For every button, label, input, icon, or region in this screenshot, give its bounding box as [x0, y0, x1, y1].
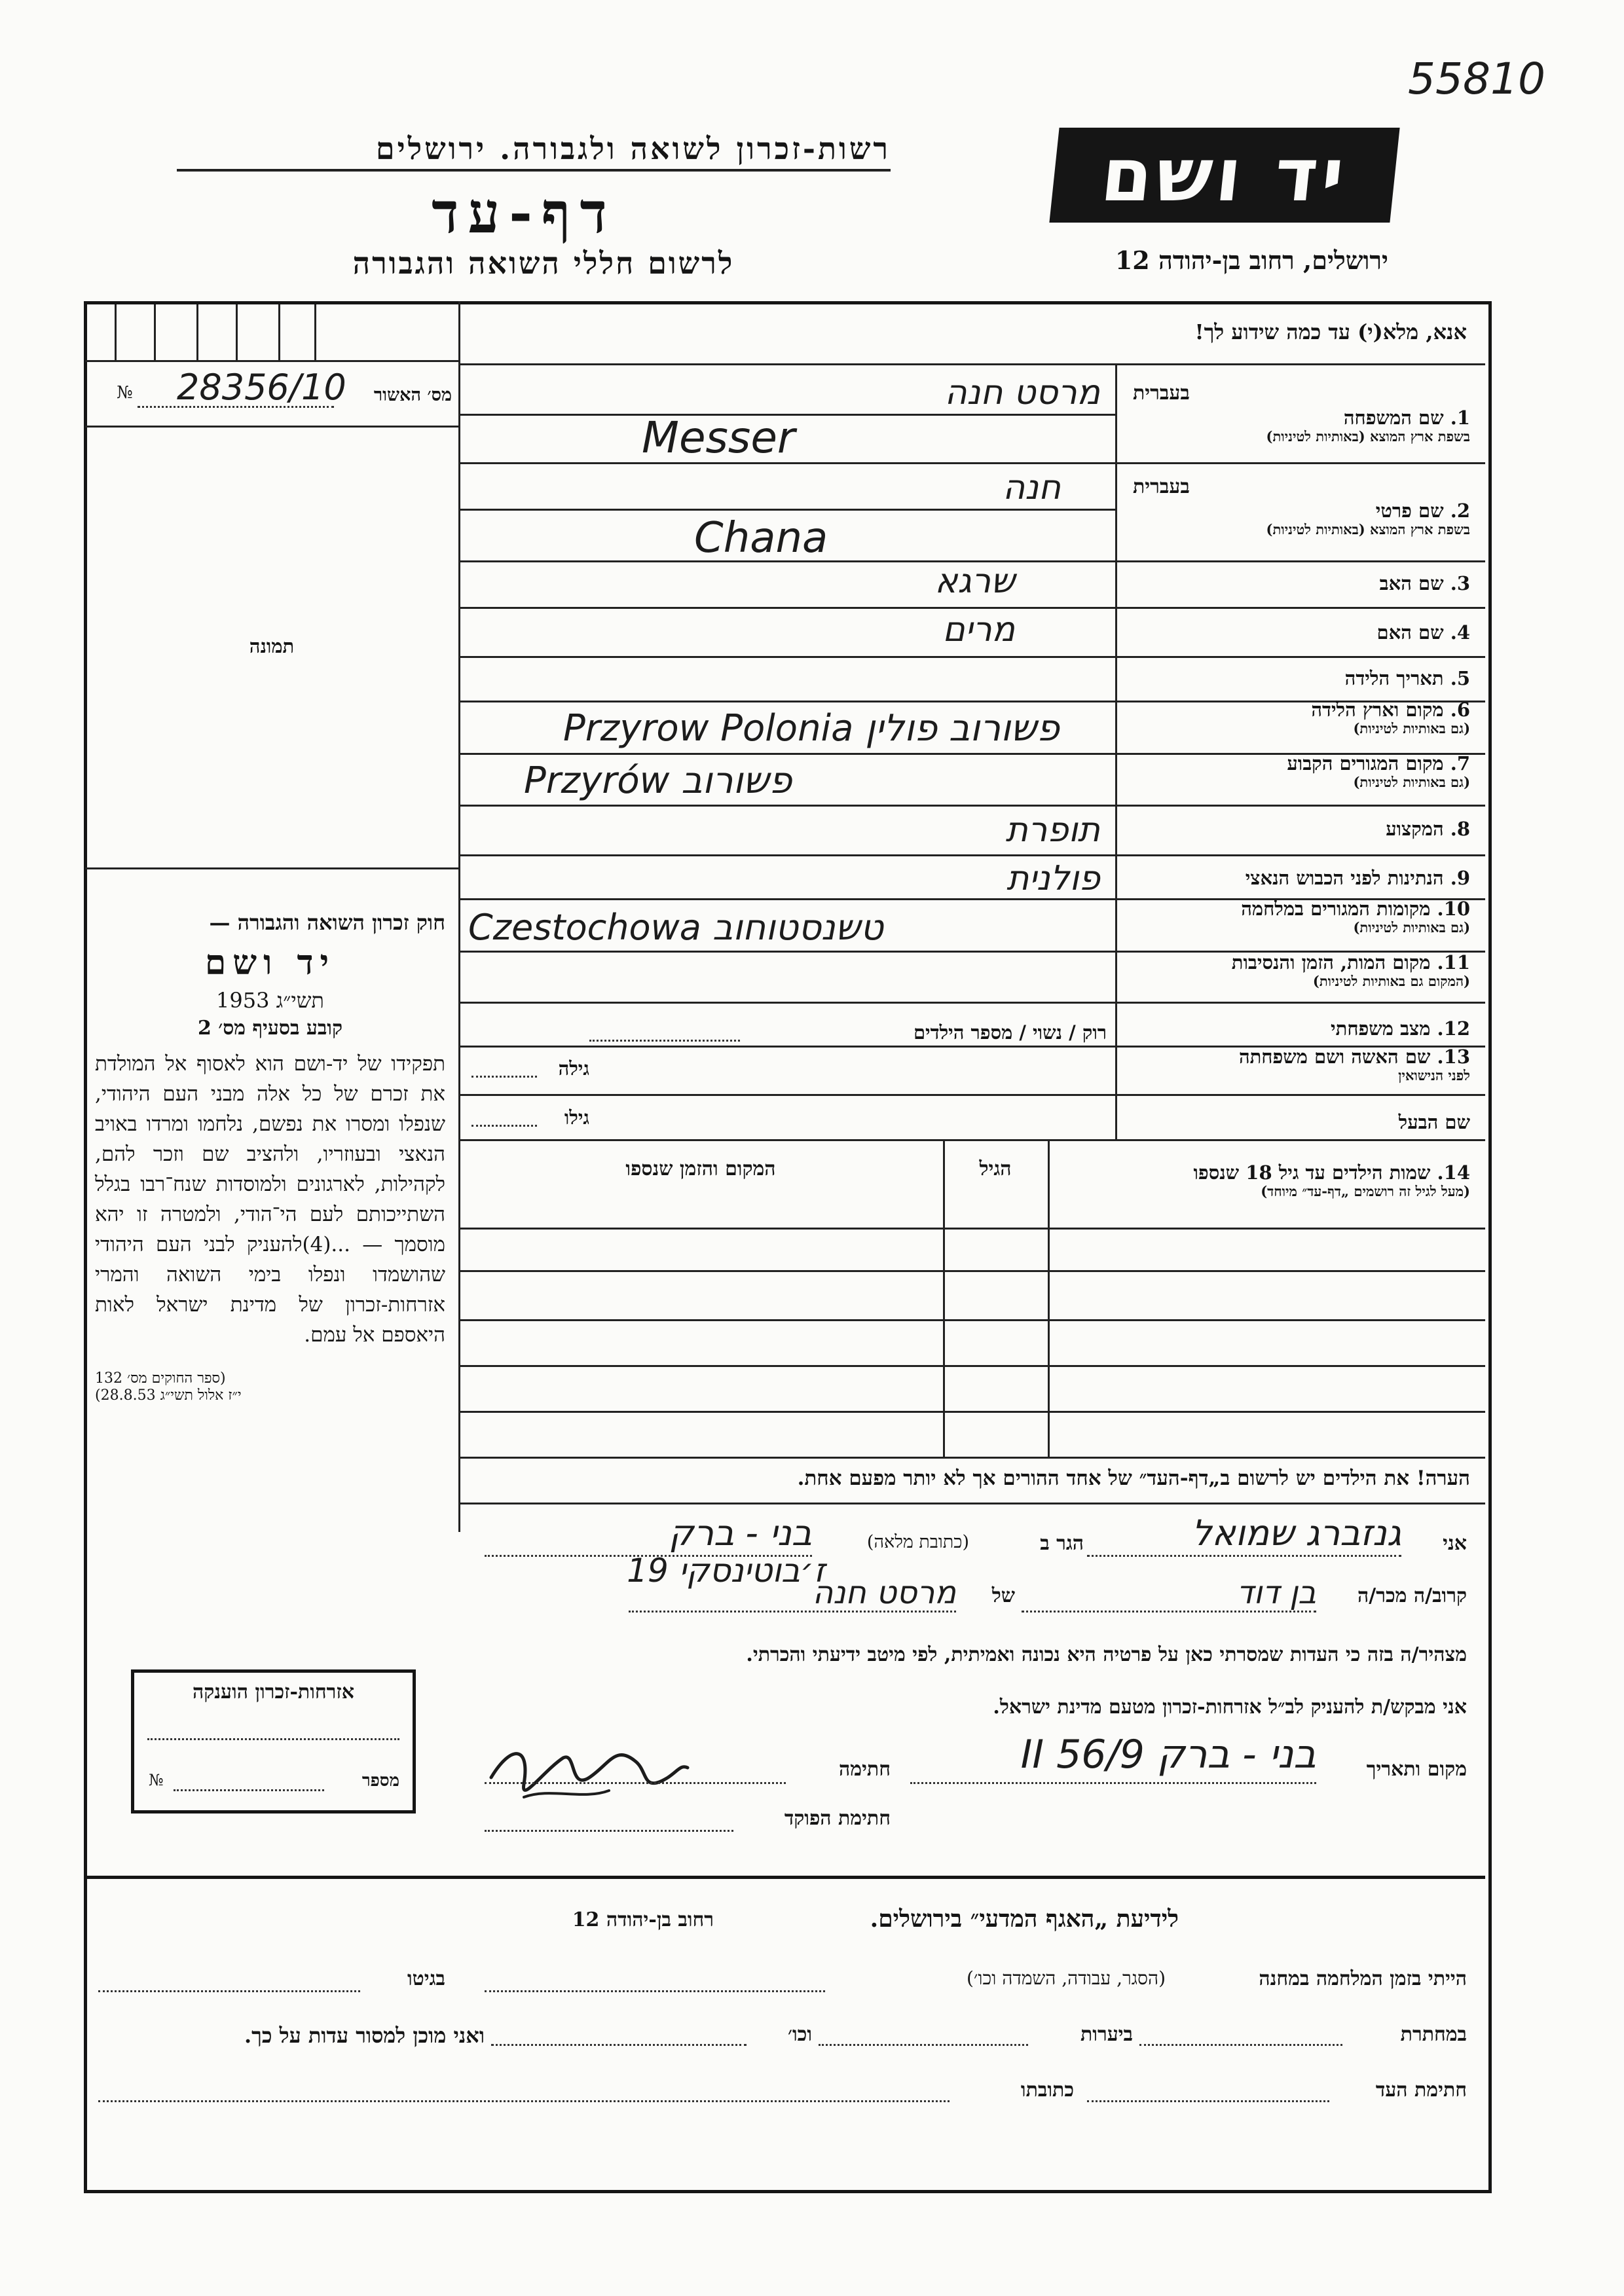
label-hebrew-1: בעברית [1133, 382, 1190, 405]
field-6-sub: (גם באותיות לטיניות) [1353, 720, 1470, 737]
instruction-text: אנא, מלא(י) עד כמה שידוע לך! [1194, 319, 1467, 344]
marital-options: רוק / נשוי / מספר הילדים [913, 1021, 1107, 1044]
field-1-label [1123, 407, 1470, 445]
column-place-time: המקום והזמן שנספו [625, 1157, 776, 1180]
field-2-title: 2. שם פרטי [1375, 500, 1470, 522]
entry-nationality: פולנית [1006, 859, 1100, 898]
law-ref-2: י״ז אלול תשי״ג 28.8.53) [95, 1387, 242, 1404]
photo-area [88, 429, 455, 867]
approval-no-sign: № [117, 383, 133, 403]
field-10-sub: (גם באותיות לטיניות) [1353, 919, 1470, 936]
field-14-label [1051, 1162, 1470, 1200]
bottom-title: לידיעת „האגף המדעי״ בירושלים. [870, 1905, 1179, 1933]
wife-age-label: גילה [558, 1057, 589, 1080]
law-year: תשי״ג 1953 [216, 988, 324, 1013]
entry-surname-he: מרסט חנה [944, 373, 1100, 412]
field-6-title: 6. מקום וארץ הלידה [1311, 699, 1470, 721]
field-7-title: 7. מקום המגורים הקבוע [1287, 752, 1470, 774]
field-12-label: 12. מצב משפחתי [1331, 1017, 1470, 1040]
forests-label: ביערות [1080, 2023, 1133, 2046]
field-3-label: 3. שם האב [1379, 572, 1470, 594]
camp-types: (הסגר, עבודה, השמדה וכו׳) [966, 1967, 1166, 1989]
field-11-title: 11. מקום המות, הזמן והנסיבות [1231, 951, 1470, 974]
decl-relative: קרוב/ה מכר/ה [1357, 1584, 1467, 1607]
camp-line: הייתי בזמן המלחמה במחנה [1259, 1967, 1467, 1990]
entry-profession: תופרת [1005, 811, 1100, 850]
decl-of: של [991, 1584, 1015, 1607]
field-10-label [1123, 898, 1470, 936]
law-ref-1: (ספר החוקים מס׳ 132 [95, 1370, 226, 1387]
form-subtitle: לרשום חללי השואה והגבורה [352, 246, 735, 281]
field-9-label: 9. הנתינות לפני הכבוש הנאצי [1245, 867, 1470, 889]
ready-to-testify: ואני מוכן למסור עדות על כך. [244, 2023, 485, 2048]
field-13-label [1123, 1046, 1470, 1084]
bottom-address: רחוב בן-יהודה 12 [572, 1908, 714, 1931]
field-13-sub: לפני הנישואין [1398, 1067, 1470, 1084]
citizenship-box [131, 1669, 416, 1813]
witness-signature-label: חתימת העד [1375, 2079, 1467, 2102]
husband-age-label: גילו [564, 1106, 589, 1129]
entry-father: שרגא [934, 562, 1015, 601]
field-7-label [1123, 753, 1470, 791]
field-1-sub: בשפת ארץ המוצא (באותיות לטיניות) [1266, 428, 1470, 445]
ghetto-label: בגיטו [407, 1967, 445, 1990]
decl-name: גנזברג שמואל [1191, 1512, 1401, 1554]
decl-i: אני [1443, 1532, 1467, 1555]
entry-firstname-he: חנה [1003, 468, 1061, 507]
his-address-label: כתובתו [1020, 2079, 1074, 2102]
note-text: הערה! את הילדים יש לרשום ב„דף-העד״ של אחד ההורים אך לא יותר מפעם אחת. [797, 1467, 1470, 1490]
field-2-sub: בשפת ארץ המוצא (באותיות לטיניות) [1266, 521, 1470, 538]
law-clause: קובע בסעיף מס׳ 2 [197, 1017, 343, 1040]
header-address: ירושלים, רחוב בן-יהודה 12 [1115, 246, 1388, 275]
etc-label: וכו׳ [788, 2023, 812, 2046]
field-5-label: 5. תאריך הלידה [1344, 667, 1470, 689]
decl-address-hw: בני - ברק [669, 1512, 812, 1554]
citizenship-title: אזרחות-זכרון הוענקה [192, 1681, 355, 1704]
column-age: הגיל [979, 1157, 1012, 1180]
field-6-label [1123, 699, 1470, 737]
decl-statement: מצהיר/ה בזה כי העדות שמסרתי כאן על פרטיה היא נכונה ואמיתית, לפי מיטב ידיעתי והכרתי. [746, 1643, 1467, 1666]
field-14-title: 14. שמות הילדים עד גיל 18 שנספו [1193, 1161, 1470, 1184]
law-text: תפקידו של יד-ושם הוא לאסוף אל המולדת את זכרם של כל אלה מבני העם היהודי, שנפלו ומסרו את נפשם, נלחמו ומרדו באויב הנאצי ובעוזריו, ולהציב שם וזכר להם, לקהילות, לארגונים ולמוסדות שנח־רבו בגלל השתייכותם לעם הי־הודי, ולמטרה זו יהא מוסמך — ...(4)להעניק לבני העם היהודי שהושמדו ונפלו בימי השואה והמרי אזרחות-זכרון של מדינת ישראל לאות היאספם אל עמם. [95, 1052, 445, 1347]
decl-request: אני מבקש/ת להעניק לב״ל אזרחות-זכרון מטעם מדינת ישראל. [993, 1696, 1467, 1719]
field-14-sub: (מעל לגיל זה רושמים „דף-עד״ מיוחד) [1261, 1183, 1470, 1199]
decl-street-hw: ז׳בוטינסקי 19 [627, 1552, 825, 1590]
citizenship-number-label: מספר [361, 1771, 399, 1791]
field-11-label [1123, 952, 1470, 990]
entry-wartime-residence: Czestochowa טשנסטוחוב [468, 907, 883, 948]
law-title: חוק זכרון השואה והגבורה — [209, 910, 445, 935]
decl-full-address: (כתובת מלאה) [866, 1532, 969, 1552]
entry-residence: Przyrów פשורוב [524, 759, 792, 802]
decl-place-date: מקום ותאריך [1366, 1758, 1467, 1781]
decl-place-date-hw: בני - ברק 9/II 56 [1020, 1732, 1316, 1777]
signature-scribble [485, 1732, 694, 1810]
form-title: דף-עד [432, 180, 616, 246]
decl-signature: חתימה [839, 1758, 891, 1781]
photo-label: תמונה [249, 635, 295, 657]
field-13-title: 13. שם האשה ושם משפחתה [1238, 1046, 1470, 1068]
archive-number: 55810 [1408, 54, 1545, 104]
decl-of-hw: מרסט חנה [812, 1575, 956, 1611]
decl-relative-hw: בן דוד [1236, 1575, 1316, 1611]
husband-label: שם הבעל [1398, 1111, 1470, 1133]
approval-number: 28356/10 [177, 367, 346, 408]
field-1-title: 1. שם המשפחה [1343, 407, 1470, 429]
label-hebrew-2: בעברית [1133, 475, 1190, 498]
field-4-label: 4. שם האם [1376, 621, 1470, 644]
field-2-label [1123, 500, 1470, 538]
decl-officer-signature: חתימת הפוקד [784, 1807, 891, 1830]
logo-text: יד ושם [1097, 132, 1352, 218]
law-logo: יד ושם [204, 943, 336, 983]
entry-firstname-latin: Chana [694, 514, 828, 562]
citizenship-no-sign: № [149, 1771, 164, 1789]
law-box [95, 910, 445, 1404]
field-11-sub: (המקום גם באותיות לטיניות) [1312, 973, 1470, 989]
authority-line: רשות-זכרון לשואה ולגבורה. ירושלים [177, 131, 891, 172]
entry-surname-latin: Messer [642, 412, 796, 463]
field-8-label: 8. המקצוע [1386, 818, 1470, 840]
decl-resident: הגר ב [1040, 1532, 1084, 1555]
field-10-title: 10. מקומות המגורים במלחמה [1241, 898, 1470, 920]
entry-mother: מרים [942, 610, 1015, 649]
entry-birthplace: Przyrow Polonia פשורוב פולין [563, 707, 1060, 750]
yad-vashem-logo [1049, 128, 1399, 223]
approval-label: מס׳ האשור [373, 385, 452, 405]
field-7-sub: (גם באותיות לטיניות) [1353, 774, 1470, 790]
underground-label: במחתרת [1400, 2023, 1467, 2046]
